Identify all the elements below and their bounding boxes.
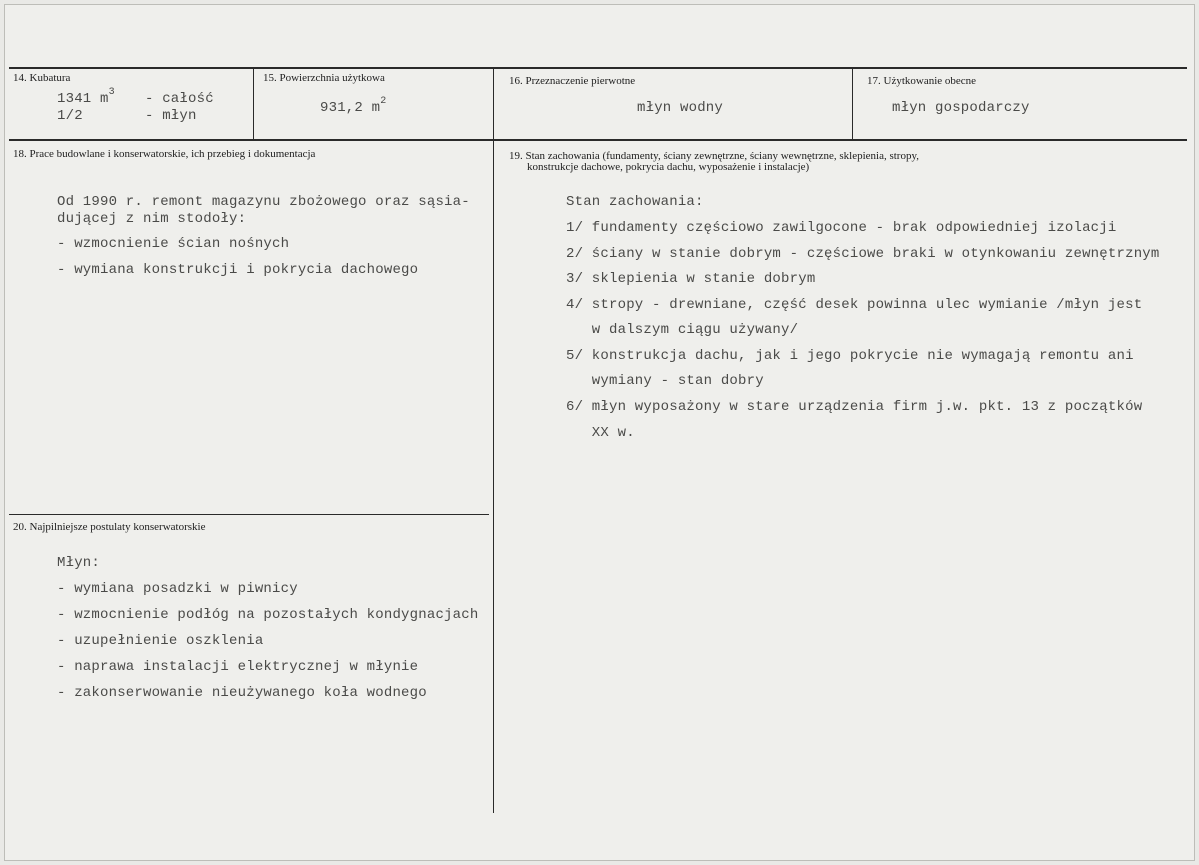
- field-18-line-4: - wymiana konstrukcji i pokrycia dachowego: [57, 262, 419, 278]
- field-16-label: 16. Przeznaczenie pierwotne: [509, 75, 636, 87]
- section-20-rule: [9, 514, 489, 515]
- field-18-label: 18. Prace budowlane i konserwatorskie, ich przebieg i dokumentacja: [13, 148, 316, 160]
- divider-15-16: [493, 68, 494, 813]
- field-17-value: młyn gospodarczy: [892, 100, 1030, 116]
- field-19-line-2: 2/ ściany w stanie dobrym - częściowe braki w otynkowaniu zewnętrznym: [566, 246, 1160, 262]
- field-19-label-line-1: 19. Stan zachowania (fundamenty, ściany zewnętrzne, ściany wewnętrzne, sklepienia, stropy,: [509, 150, 920, 162]
- field-20-line-2: - wzmocnienie podłóg na pozostałych kondygnacjach: [57, 607, 479, 623]
- field-14-line2-desc: - młyn: [145, 108, 197, 124]
- field-19-line-9: XX w.: [566, 425, 635, 441]
- field-19-line-5: w dalszym ciągu używany/: [566, 322, 799, 338]
- field-19-line-6: 5/ konstrukcja dachu, jak i jego pokrycie nie wymagają remontu ani: [566, 348, 1134, 364]
- field-20-line-1: - wymiana posadzki w piwnicy: [57, 581, 298, 597]
- field-18-line-1: Od 1990 r. remont magazynu zbożowego oraz sąsia-: [57, 194, 470, 210]
- field-19-line-4: 4/ stropy - drewniane, część desek powinna ulec wymianie /młyn jest: [566, 297, 1143, 313]
- divider-14-15: [253, 68, 254, 140]
- volume-total-value: 1341 m: [57, 91, 109, 107]
- field-20-line-3: - uzupełnienie oszklenia: [57, 633, 264, 649]
- field-20-label: 20. Najpilniejsze postulaty konserwatorskie: [13, 521, 206, 533]
- field-19-line-7: wymiany - stan dobry: [566, 373, 764, 389]
- field-19-label-line-2: konstrukcje dachowe, pokrycia dachu, wyposażenie i instalacje): [527, 161, 810, 173]
- field-17-label: 17. Użytkowanie obecne: [867, 75, 977, 87]
- field-14-line1-desc: - całość: [145, 91, 214, 107]
- field-20-heading: Młyn:: [57, 555, 101, 571]
- field-14-line2-value: 1/2: [57, 108, 83, 124]
- field-14-line1: [57, 87, 115, 107]
- field-16-value: młyn wodny: [637, 100, 724, 116]
- field-19-line-1: 1/ fundamenty częściowo zawilgocone - brak odpowiedniej izolacji: [566, 220, 1117, 236]
- volume-unit-exponent: 3: [108, 87, 115, 98]
- usable-area-value: 931,2 m: [320, 100, 381, 116]
- middle-rule: [9, 139, 1187, 141]
- field-15-label: 15. Powierzchnia użytkowa: [263, 72, 385, 84]
- field-19-line-3: 3/ sklepienia w stanie dobrym: [566, 271, 816, 287]
- field-19-line-8: 6/ młyn wyposażony w stare urządzenia firm j.w. pkt. 13 z początków: [566, 399, 1143, 415]
- inventory-card: [4, 4, 1195, 861]
- field-18-line-3: - wzmocnienie ścian nośnych: [57, 236, 290, 252]
- field-14-label: 14. Kubatura: [13, 72, 71, 84]
- divider-16-17: [852, 68, 853, 140]
- field-15-value: [320, 96, 387, 116]
- field-18-line-2: dującej z nim stodoły:: [57, 211, 247, 227]
- field-19-heading: Stan zachowania:: [566, 194, 704, 210]
- field-20-line-5: - zakonserwowanie nieużywanego koła wodnego: [57, 685, 427, 701]
- area-unit-exponent: 2: [380, 96, 387, 107]
- top-rule: [9, 67, 1187, 69]
- field-20-line-4: - naprawa instalacji elektrycznej w młynie: [57, 659, 419, 675]
